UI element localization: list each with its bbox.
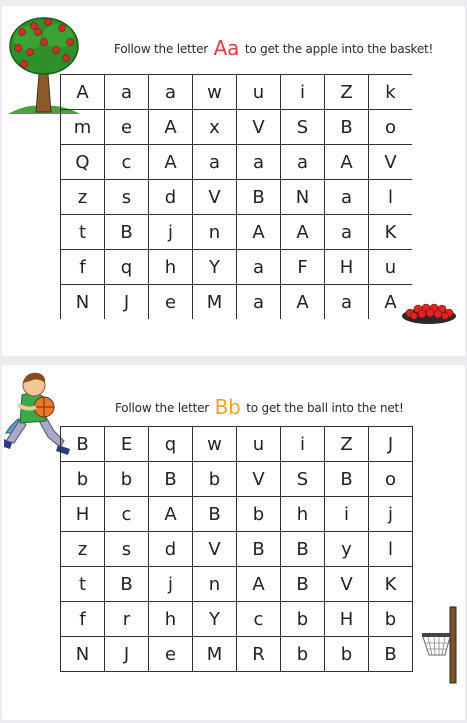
letter-cell[interactable]: Z <box>325 75 369 110</box>
grid-row <box>61 75 413 110</box>
grid-row <box>61 567 413 602</box>
letter-cell[interactable]: d <box>149 532 193 567</box>
puzzle-b-card <box>2 365 465 720</box>
letter-cell[interactable]: H <box>325 250 369 285</box>
letter-cell[interactable]: B <box>237 180 281 215</box>
letter-cell[interactable]: d <box>149 180 193 215</box>
letter-cell[interactable]: V <box>237 462 281 497</box>
letter-cell[interactable]: R <box>237 637 281 672</box>
puzzle-a-instruction <box>114 36 433 60</box>
letter-cell[interactable]: F <box>281 250 325 285</box>
grid-row <box>61 602 413 637</box>
letter-cell[interactable]: r <box>105 602 149 637</box>
letter-cell[interactable]: B <box>61 427 105 462</box>
letter-cell[interactable]: A <box>369 285 413 320</box>
letter-cell[interactable]: B <box>237 532 281 567</box>
letter-cell[interactable]: x <box>193 110 237 145</box>
letter-cell[interactable]: q <box>149 427 193 462</box>
letter-cell[interactable]: e <box>149 285 193 320</box>
letter-cell[interactable]: t <box>61 567 105 602</box>
letter-cell[interactable]: l <box>369 532 413 567</box>
letter-cell[interactable]: S <box>281 110 325 145</box>
letter-cell[interactable]: H <box>325 602 369 637</box>
letter-cell[interactable]: h <box>149 602 193 637</box>
letter-cell[interactable]: u <box>237 75 281 110</box>
letter-cell[interactable]: u <box>369 250 413 285</box>
grid-row <box>61 215 413 250</box>
letter-cell[interactable]: Y <box>193 602 237 637</box>
grid-row <box>61 250 413 285</box>
letter-cell[interactable]: A <box>281 285 325 320</box>
instruction-prefix: Follow the letter <box>114 42 209 56</box>
letter-cell[interactable]: o <box>369 462 413 497</box>
letter-cell[interactable]: b <box>281 602 325 637</box>
puzzle-b-letter-grid <box>60 426 413 672</box>
letter-cell[interactable]: B <box>325 110 369 145</box>
letter-cell[interactable]: a <box>105 75 149 110</box>
letter-cell[interactable]: B <box>105 567 149 602</box>
grid-row <box>61 180 413 215</box>
letter-cell[interactable]: B <box>105 215 149 250</box>
letter-cell[interactable]: b <box>281 637 325 672</box>
letter-cell[interactable]: b <box>105 462 149 497</box>
letter-cell[interactable]: a <box>325 180 369 215</box>
letter-cell[interactable]: a <box>325 285 369 320</box>
letter-cell[interactable]: a <box>193 145 237 180</box>
letter-cell[interactable]: a <box>325 215 369 250</box>
letter-cell[interactable]: b <box>325 637 369 672</box>
letter-cell[interactable]: V <box>325 567 369 602</box>
instruction-suffix: to get the apple into the basket! <box>244 42 434 56</box>
letter-cell[interactable]: A <box>61 75 105 110</box>
letter-cell[interactable]: a <box>281 145 325 180</box>
letter-cell[interactable]: n <box>193 215 237 250</box>
letter-cell[interactable]: b <box>237 497 281 532</box>
letter-cell[interactable]: j <box>149 567 193 602</box>
grid-row <box>61 285 413 320</box>
letter-cell[interactable]: B <box>281 567 325 602</box>
letter-cell[interactable]: f <box>61 602 105 637</box>
letter-cell[interactable]: m <box>61 110 105 145</box>
letter-cell[interactable]: y <box>325 532 369 567</box>
letter-cell[interactable]: s <box>105 180 149 215</box>
letter-cell[interactable]: q <box>105 250 149 285</box>
puzzle-a-letter-grid <box>60 74 412 319</box>
grid-row <box>61 532 413 567</box>
instruction-prefix: Follow the letter <box>115 401 210 415</box>
letter-cell[interactable]: B <box>281 532 325 567</box>
letter-cell[interactable]: c <box>105 145 149 180</box>
letter-cell[interactable]: z <box>61 180 105 215</box>
letter-cell[interactable]: A <box>325 145 369 180</box>
puzzle-a-card <box>2 6 465 356</box>
letter-cell[interactable]: H <box>61 497 105 532</box>
letter-cell[interactable]: Q <box>61 145 105 180</box>
letter-cell[interactable]: B <box>325 462 369 497</box>
letter-cell[interactable]: E <box>105 427 149 462</box>
letter-cell[interactable]: A <box>237 567 281 602</box>
letter-cell[interactable]: t <box>61 215 105 250</box>
letter-cell[interactable]: e <box>105 110 149 145</box>
letter-cell[interactable]: w <box>193 75 237 110</box>
grid-row <box>61 637 413 672</box>
letter-cell[interactable]: N <box>61 285 105 320</box>
letter-cell[interactable]: s <box>105 532 149 567</box>
letter-cell[interactable]: h <box>281 497 325 532</box>
letter-cell[interactable]: S <box>281 462 325 497</box>
letter-cell[interactable]: K <box>369 567 413 602</box>
letter-cell[interactable]: A <box>237 215 281 250</box>
grid-row <box>61 427 413 462</box>
letter-cell[interactable]: V <box>369 145 413 180</box>
letter-cell[interactable]: Y <box>193 250 237 285</box>
letter-cell[interactable]: N <box>61 637 105 672</box>
letter-cell[interactable]: J <box>105 637 149 672</box>
letter-cell[interactable]: B <box>149 462 193 497</box>
letter-cell[interactable]: a <box>237 250 281 285</box>
letter-cell[interactable]: f <box>61 250 105 285</box>
letter-cell[interactable]: n <box>193 567 237 602</box>
letter-cell[interactable]: o <box>369 110 413 145</box>
letter-cell[interactable]: b <box>61 462 105 497</box>
letter-cell[interactable]: c <box>105 497 149 532</box>
letter-cell[interactable]: K <box>369 215 413 250</box>
letter-cell[interactable]: A <box>281 215 325 250</box>
letter-cell[interactable]: V <box>237 110 281 145</box>
basketball-hoop-icon <box>420 605 460 687</box>
letter-cell[interactable]: a <box>237 285 281 320</box>
letter-cell[interactable]: N <box>281 180 325 215</box>
letter-cell[interactable]: M <box>193 285 237 320</box>
letter-cell[interactable]: A <box>149 497 193 532</box>
letter-cell[interactable]: M <box>193 637 237 672</box>
letter-cell[interactable]: c <box>237 602 281 637</box>
letter-cell[interactable]: b <box>369 602 413 637</box>
target-letter: Bb <box>214 395 241 419</box>
letter-cell[interactable]: B <box>193 497 237 532</box>
puzzle-b-instruction <box>115 395 404 419</box>
letter-cell[interactable]: A <box>149 110 193 145</box>
letter-cell[interactable]: z <box>61 532 105 567</box>
letter-cell[interactable]: a <box>149 75 193 110</box>
letter-cell[interactable]: i <box>325 497 369 532</box>
letter-cell[interactable]: a <box>237 145 281 180</box>
letter-cell[interactable]: h <box>149 250 193 285</box>
letter-cell[interactable]: i <box>281 427 325 462</box>
letter-cell[interactable]: u <box>237 427 281 462</box>
letter-cell[interactable]: i <box>281 75 325 110</box>
apple-basket-icon <box>400 299 458 327</box>
target-letter: Aa <box>213 36 240 60</box>
letter-cell[interactable]: J <box>369 427 413 462</box>
grid-row <box>61 497 413 532</box>
letter-cell[interactable]: V <box>193 180 237 215</box>
letter-cell[interactable]: l <box>369 180 413 215</box>
letter-cell[interactable]: w <box>193 427 237 462</box>
letter-cell[interactable]: J <box>105 285 149 320</box>
letter-cell[interactable]: B <box>369 637 413 672</box>
grid-row <box>61 462 413 497</box>
grid-row <box>61 145 413 180</box>
letter-cell[interactable]: Z <box>325 427 369 462</box>
letter-cell[interactable]: j <box>149 215 193 250</box>
letter-cell[interactable]: e <box>149 637 193 672</box>
grid-row <box>61 110 413 145</box>
letter-cell[interactable]: A <box>149 145 193 180</box>
letter-cell[interactable]: b <box>193 462 237 497</box>
letter-cell[interactable]: V <box>193 532 237 567</box>
instruction-suffix: to get the ball into the net! <box>246 401 404 415</box>
letter-cell[interactable]: j <box>369 497 413 532</box>
letter-cell[interactable]: k <box>369 75 413 110</box>
